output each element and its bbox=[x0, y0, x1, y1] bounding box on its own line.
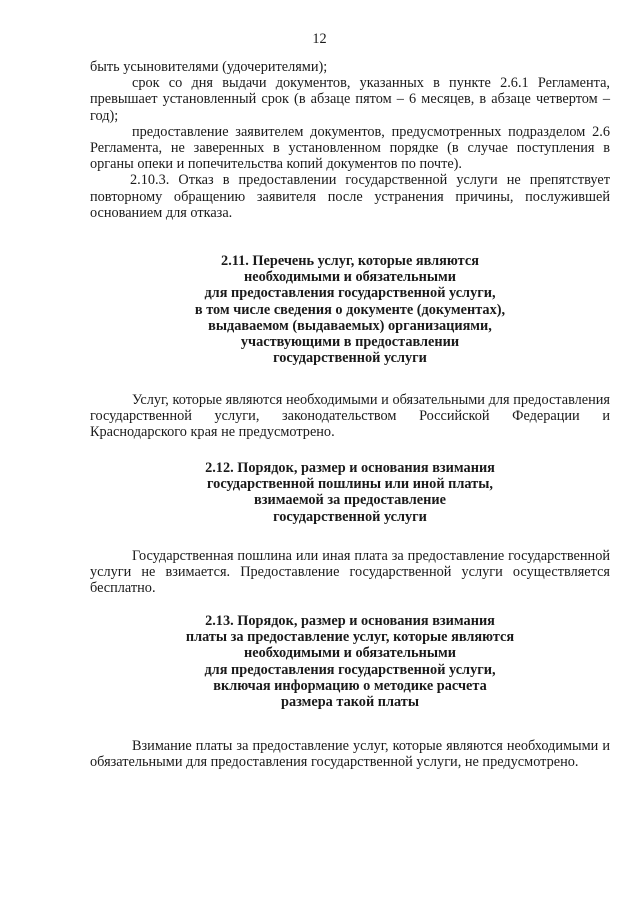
paragraph: Государственная пошлина или иная плата за предоставление государственной услуги не взимается. Предоставление государственной услуги осуществляется бесплатно. bbox=[90, 548, 610, 597]
paragraph: Взимание платы за предоставление услуг, которые являются необходимыми и обязательными для предоставления государственной услуги, не предусмотрено. bbox=[90, 738, 610, 771]
section-heading-2-11 bbox=[90, 253, 610, 366]
heading-line: необходимыми и обязательными bbox=[244, 645, 456, 662]
paragraph: предоставление заявителем документов, предусмотренных подразделом 2.6 Регламента, не заверенных в установленном порядке (в случае поступления в органы опеки и попечительства копий документов по почте). bbox=[90, 123, 610, 173]
heading-line: государственной услуги bbox=[273, 508, 427, 525]
intro-text-block bbox=[90, 59, 610, 221]
heading-line: для предоставления государственной услуги, bbox=[204, 285, 496, 302]
section-heading-2-12 bbox=[90, 460, 610, 525]
paragraph: Услуг, которые являются необходимыми и обязательными для предоставления государственной услуги, законодательством Российской Федерации и Краснодарского края не предусмотрено. bbox=[90, 392, 610, 441]
heading-line: 2.11. Перечень услуг, которые являются bbox=[221, 253, 479, 269]
heading-line: взимаемой за предоставление bbox=[254, 492, 446, 509]
heading-line: государственной пошлины или иной платы, bbox=[207, 476, 493, 493]
heading-line: в том числе сведения о документе (документах), bbox=[194, 301, 506, 318]
heading-line: платы за предоставление услуг, которые являются bbox=[185, 629, 515, 646]
page-number: 12 bbox=[312, 31, 327, 47]
heading-line: участвующими в предоставлении bbox=[240, 334, 460, 351]
paragraph: 2.10.3. Отказ в предоставлении государственной услуги не препятствует повторному обращению заявителя после устранения причины, послужившей основанием для отказа. bbox=[90, 172, 610, 221]
heading-line: размера такой платы bbox=[281, 694, 419, 711]
section-2-12-text bbox=[90, 548, 610, 597]
section-2-13-text bbox=[90, 738, 610, 770]
heading-line: 2.13. Порядок, размер и основания взимания bbox=[205, 613, 495, 629]
heading-line: необходимыми и обязательными bbox=[244, 269, 456, 286]
heading-line: включая информацию о методике расчета bbox=[213, 677, 487, 694]
heading-line: для предоставления государственной услуги, bbox=[204, 661, 496, 678]
section-2-11-text bbox=[90, 392, 610, 441]
paragraph: быть усыновителями (удочерителями); bbox=[90, 59, 328, 75]
section-heading-2-13 bbox=[90, 613, 610, 710]
heading-line: государственной услуги bbox=[273, 350, 427, 367]
paragraph: срок со дня выдачи документов, указанных в пункте 2.6.1 Регламента, превышает установленный срок (в абзаце пятом – 6 месяцев, в абзаце четвертом – год); bbox=[90, 75, 610, 124]
heading-line: 2.12. Порядок, размер и основания взимания bbox=[205, 460, 495, 476]
heading-line: выдаваемом (выдаваемых) организациями, bbox=[208, 317, 492, 334]
